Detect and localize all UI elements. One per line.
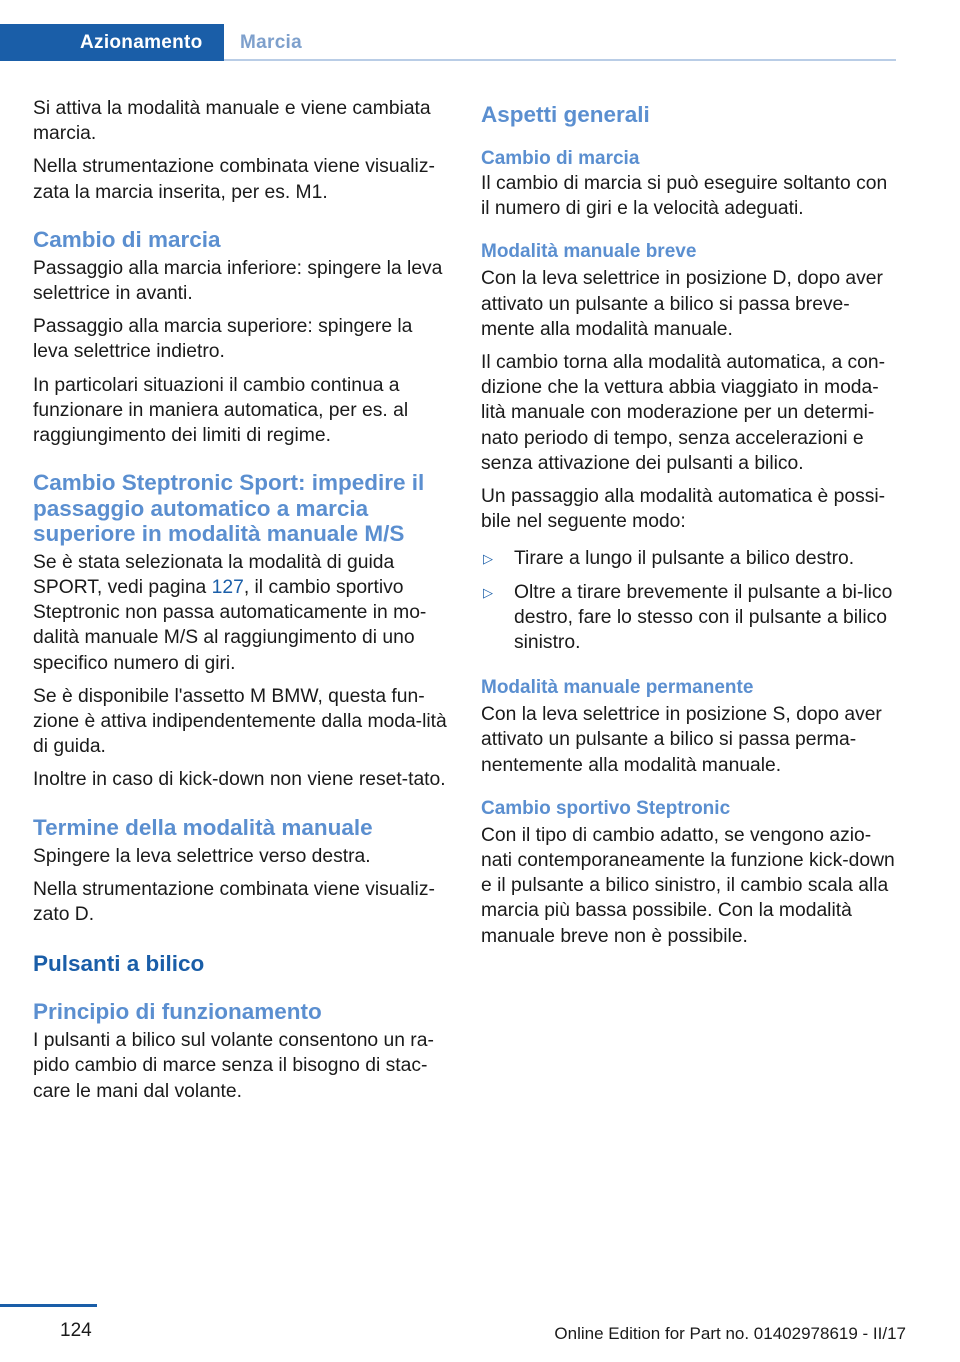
subheading-manuale-breve: Modalità manuale breve (481, 241, 697, 263)
section-heading-termine: Termine della modalità manuale (33, 814, 373, 840)
paragraph: Con il tipo di cambio adatto, se vengono azio‐nati contemporaneamente la funzione kick‐down e il pulsante a bilico sinistro, il cambio scala alla marcia più bassa possibile. Con la modalità manuale breve non è possibile. (481, 824, 895, 947)
paragraph: Spingere la leva selettrice verso destra. (33, 845, 371, 867)
paragraph (33, 550, 448, 676)
paragraph: Un passaggio alla modalità automatica è possi‐bile nel seguente modo: (481, 486, 886, 533)
paragraph: Inoltre in caso di kick-down non viene reset‐tato. (33, 769, 446, 791)
paragraph: In particolari situazioni il cambio continua a funzionare in maniera automatica, per es. al raggiungimento dei limiti di regime. (33, 374, 409, 447)
footer-divider (0, 1304, 97, 1307)
paragraph: Con la leva selettrice in posizione S, dopo aver attivato un pulsante a bilico si passa perma‐nentemente alla modalità manuale. (481, 704, 882, 776)
page-link[interactable]: 127 (211, 576, 244, 598)
paragraph: Con la leva selettrice in posizione D, dopo aver attivato un pulsante a bilico si passa breve‐mente alla modalità manuale. (481, 268, 883, 340)
edition-note: Online Edition for Part no. 01402978619 - II/17 (554, 1324, 906, 1343)
subheading-cambio-sportivo: Cambio sportivo Steptronic (481, 797, 731, 819)
paragraph: Il cambio torna alla modalità automatica, a con‐dizione che la vettura abbia viaggiato in moda‐lità manuale con moderazione per un determi‐nato periodo di tempo, senza accelerazioni e senza attivazione dei pulsanti a bilico. (481, 352, 886, 474)
list-item-text: Oltre a tirare brevemente il pulsante a bi‐lico destro, fare lo stesso con il pulsante a bilico sinistro. (514, 581, 893, 654)
paragraph: Nella strumentazione combinata viene visualiz‐zato D. (33, 878, 435, 925)
list-item (481, 580, 896, 656)
paragraph: Passaggio alla marcia superiore: spingere la leva selettrice indietro. (33, 316, 413, 363)
triangle-bullet-icon: ▷ (483, 584, 493, 600)
page-header (0, 0, 960, 62)
right-column (481, 96, 896, 957)
paragraph: Il cambio di marcia si può eseguire soltanto con il numero di giri e la velocità adeguati. (481, 173, 888, 220)
header-divider (224, 59, 896, 61)
triangle-bullet-icon: ▷ (483, 551, 493, 567)
paragraph: Se è disponibile l'assetto M BMW, questa fun‐zione è attiva indipendentemente dalla moda‐lità di guida. (33, 685, 447, 758)
section-heading-cambio-di-marcia: Cambio di marcia (33, 226, 221, 252)
text: Se è stata selezionata la modalità di guida SPORT, vedi pagina (33, 551, 395, 598)
subheading-cambio-di-marcia: Cambio di marcia (481, 148, 640, 169)
paragraph: Si attiva la modalità manuale e viene cambiata marcia. (33, 98, 431, 145)
bullet-list (481, 546, 896, 655)
chapter-heading-pulsanti-a-bilico: Pulsanti a bilico (33, 951, 205, 977)
page-number: 124 (60, 1320, 92, 1341)
section-heading-principio: Principio di funzionamento (33, 999, 322, 1025)
tab-azionamento[interactable]: Azionamento (0, 24, 224, 61)
list-item-text: Tirare a lungo il pulsante a bilico destro. (514, 548, 855, 570)
list-item (481, 546, 896, 571)
left-column (33, 96, 448, 1112)
subheading-manuale-permanente: Modalità manuale permanente (481, 677, 754, 699)
text: , il cambio sportivo Steptronic non passa automaticamente in mo‐dalità manuale M/S al raggiungimento di uno specifico numero di giri. (33, 576, 427, 674)
paragraph: Nella strumentazione combinata viene visualiz‐zata la marcia inserita, per es. M1. (33, 156, 435, 203)
chapter-heading-aspetti-generali: Aspetti generali (481, 102, 650, 127)
tab-marcia[interactable]: Marcia (240, 32, 303, 53)
paragraph: Passaggio alla marcia inferiore: spingere la leva selettrice in avanti. (33, 257, 443, 305)
section-heading-steptronic-sport: Cambio Steptronic Sport: impedire il passaggio automatico a marcia superiore in modalità manuale M/S (33, 470, 425, 547)
paragraph: I pulsanti a bilico sul volante consentono un ra‐pido cambio di marce senza il bisogno di stac‐care le mani dal volante. (33, 1030, 434, 1102)
